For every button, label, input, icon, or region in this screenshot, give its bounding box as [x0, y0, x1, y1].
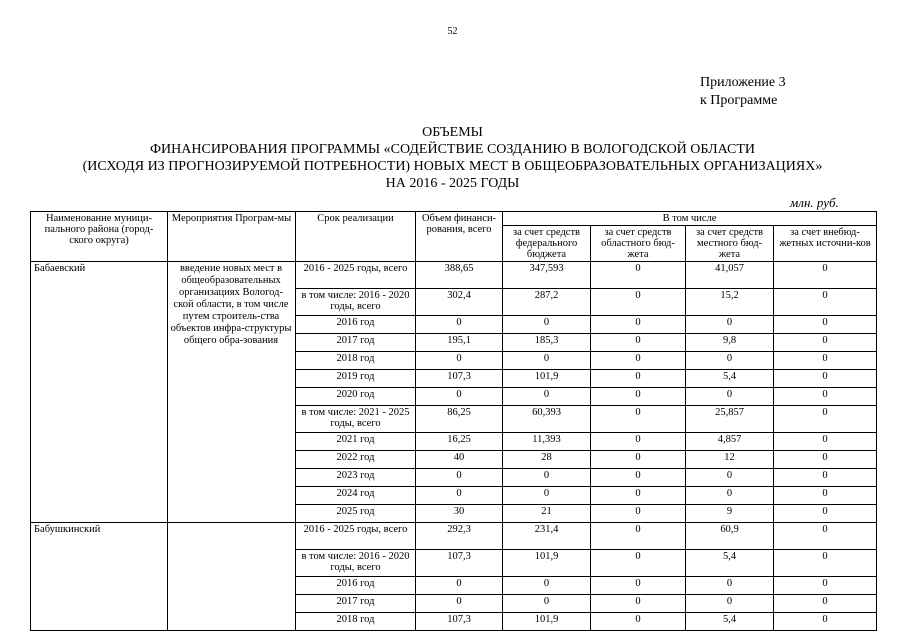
- extra-cell: 0: [774, 433, 877, 451]
- regional-cell: 0: [591, 406, 686, 433]
- district-name: Бабушкинский: [31, 523, 168, 550]
- district-name: Бабаевский: [31, 262, 168, 289]
- federal-cell: 101,9: [503, 613, 591, 631]
- local-cell: 0: [686, 388, 774, 406]
- header-extra: за счет внебюд-жетных источни-ков: [774, 226, 877, 262]
- units-label: млн. руб.: [790, 195, 839, 210]
- regional-cell: 0: [591, 550, 686, 577]
- volume-cell: 107,3: [416, 613, 503, 631]
- period-cell: 2019 год: [296, 370, 416, 388]
- period-cell: 2024 год: [296, 487, 416, 505]
- table-row: [31, 487, 877, 505]
- header-regional: за счет средств областного бюд-жета: [591, 226, 686, 262]
- district-cell: [31, 577, 168, 595]
- table-row: [31, 262, 877, 289]
- table-row: [31, 523, 877, 550]
- period-cell: 2016 - 2025 годы, всего: [296, 262, 416, 289]
- period-cell: 2020 год: [296, 388, 416, 406]
- extra-cell: 0: [774, 613, 877, 631]
- federal-cell: 287,2: [503, 289, 591, 316]
- local-cell: 0: [686, 316, 774, 334]
- regional-cell: 0: [591, 370, 686, 388]
- period-cell: 2018 год: [296, 352, 416, 370]
- period-cell: 2023 год: [296, 469, 416, 487]
- table-row: [31, 613, 877, 631]
- local-cell: 60,9: [686, 523, 774, 550]
- volume-cell: 0: [416, 352, 503, 370]
- regional-cell: 0: [591, 352, 686, 370]
- district-cell: [31, 352, 168, 370]
- financing-table: [30, 211, 877, 631]
- measure-cell: [168, 577, 296, 595]
- federal-cell: 21: [503, 505, 591, 523]
- federal-cell: 101,9: [503, 370, 591, 388]
- local-cell: 25,857: [686, 406, 774, 433]
- appendix-note: [700, 74, 786, 110]
- district-cell: [31, 613, 168, 631]
- period-cell: 2016 год: [296, 577, 416, 595]
- table-row: [31, 388, 877, 406]
- extra-cell: 0: [774, 388, 877, 406]
- table-body: [31, 262, 877, 631]
- district-cell: [31, 433, 168, 451]
- extra-cell: 0: [774, 550, 877, 577]
- federal-cell: 60,393: [503, 406, 591, 433]
- district-cell: [31, 406, 168, 433]
- federal-cell: 347,593: [503, 262, 591, 289]
- volume-cell: 0: [416, 487, 503, 505]
- table-row: [31, 595, 877, 613]
- volume-cell: 86,25: [416, 406, 503, 433]
- district-cell: [31, 505, 168, 523]
- local-cell: 0: [686, 577, 774, 595]
- local-cell: 15,2: [686, 289, 774, 316]
- extra-cell: 0: [774, 406, 877, 433]
- local-cell: 0: [686, 352, 774, 370]
- measure-description: [168, 262, 296, 346]
- table-row: [31, 505, 877, 523]
- title-line-1: ОБЪЕМЫ: [422, 125, 483, 140]
- federal-cell: 101,9: [503, 550, 591, 577]
- local-cell: 5,4: [686, 370, 774, 388]
- local-cell: 5,4: [686, 613, 774, 631]
- federal-cell: 0: [503, 595, 591, 613]
- district-cell: [31, 334, 168, 352]
- measure-cell: [168, 451, 296, 469]
- extra-cell: 0: [774, 487, 877, 505]
- table-row: [31, 451, 877, 469]
- district-cell: [31, 388, 168, 406]
- period-cell: в том числе: 2021 - 2025 годы, всего: [296, 406, 416, 433]
- extra-cell: 0: [774, 595, 877, 613]
- regional-cell: 0: [591, 487, 686, 505]
- document-title: [0, 124, 905, 192]
- regional-cell: 0: [591, 388, 686, 406]
- measure-cell: [168, 487, 296, 505]
- district-cell: [31, 370, 168, 388]
- appendix-line-1: Приложение 3: [700, 75, 786, 90]
- period-cell: 2021 год: [296, 433, 416, 451]
- regional-cell: 0: [591, 316, 686, 334]
- table-row: [31, 370, 877, 388]
- volume-cell: 0: [416, 577, 503, 595]
- volume-cell: 195,1: [416, 334, 503, 352]
- volume-cell: 302,4: [416, 289, 503, 316]
- extra-cell: 0: [774, 316, 877, 334]
- table-row: [31, 550, 877, 577]
- period-cell: в том числе: 2016 - 2020 годы, всего: [296, 289, 416, 316]
- measure-cell: [168, 613, 296, 631]
- extra-cell: 0: [774, 451, 877, 469]
- measure-cell: [168, 370, 296, 388]
- period-cell: 2018 год: [296, 613, 416, 631]
- district-cell: [31, 595, 168, 613]
- table-row: [31, 469, 877, 487]
- local-cell: 0: [686, 469, 774, 487]
- volume-cell: 0: [416, 316, 503, 334]
- regional-cell: 0: [591, 577, 686, 595]
- federal-cell: 231,4: [503, 523, 591, 550]
- period-cell: 2016 - 2025 годы, всего: [296, 523, 416, 550]
- header-volume: Объем финанси-рования, всего: [416, 212, 503, 262]
- volume-cell: 107,3: [416, 550, 503, 577]
- measure-cell: [168, 595, 296, 613]
- header-federal: за счет средств федерального бюджета: [503, 226, 591, 262]
- regional-cell: 0: [591, 523, 686, 550]
- local-cell: 0: [686, 487, 774, 505]
- district-cell: [31, 451, 168, 469]
- volume-cell: 0: [416, 595, 503, 613]
- district-cell: [31, 469, 168, 487]
- extra-cell: 0: [774, 469, 877, 487]
- volume-cell: 0: [416, 469, 503, 487]
- regional-cell: 0: [591, 334, 686, 352]
- volume-cell: 292,3: [416, 523, 503, 550]
- extra-cell: 0: [774, 577, 877, 595]
- federal-cell: 0: [503, 469, 591, 487]
- header-local: за счет средств местного бюд-жета: [686, 226, 774, 262]
- regional-cell: 0: [591, 262, 686, 289]
- regional-cell: 0: [591, 289, 686, 316]
- district-cell: [31, 289, 168, 316]
- volume-cell: 0: [416, 388, 503, 406]
- district-cell: [31, 487, 168, 505]
- page-number: 52: [447, 26, 458, 37]
- regional-cell: 0: [591, 469, 686, 487]
- federal-cell: 0: [503, 352, 591, 370]
- header-period: Срок реализации: [296, 212, 416, 262]
- table-row: [31, 334, 877, 352]
- volume-cell: 30: [416, 505, 503, 523]
- title-line-3: (ИСХОДЯ ИЗ ПРОГНОЗИРУЕМОЙ ПОТРЕБНОСТИ) НОВЫХ МЕСТ В ОБЩЕОБРАЗОВАТЕЛЬНЫХ ОРГАНИЗАЦИЯХ»: [82, 159, 823, 174]
- measure-cell: [168, 469, 296, 487]
- measure-cell: [168, 550, 296, 577]
- measure-text: введение новых мест в общеобразовательных организациях Вологод-ской области, в том числе путем строитель-ства объектов инфра-структуры общего обра-зования: [170, 263, 292, 346]
- table-row: [31, 316, 877, 334]
- header-measures: Мероприятия Програм-мы: [168, 212, 296, 262]
- volume-cell: 16,25: [416, 433, 503, 451]
- table-row: [31, 289, 877, 316]
- table-row: [31, 433, 877, 451]
- measure-cell: [168, 352, 296, 370]
- measure-cell: [168, 388, 296, 406]
- local-cell: 41,057: [686, 262, 774, 289]
- district-cell: [31, 550, 168, 577]
- extra-cell: 0: [774, 505, 877, 523]
- federal-cell: 0: [503, 487, 591, 505]
- local-cell: 9: [686, 505, 774, 523]
- district-cell: [31, 316, 168, 334]
- local-cell: 4,857: [686, 433, 774, 451]
- federal-cell: 28: [503, 451, 591, 469]
- volume-cell: 388,65: [416, 262, 503, 289]
- volume-cell: 40: [416, 451, 503, 469]
- measure-description: [168, 523, 296, 550]
- federal-cell: 0: [503, 388, 591, 406]
- table-row: [31, 406, 877, 433]
- regional-cell: 0: [591, 451, 686, 469]
- period-cell: 2022 год: [296, 451, 416, 469]
- extra-cell: 0: [774, 352, 877, 370]
- regional-cell: 0: [591, 505, 686, 523]
- regional-cell: 0: [591, 595, 686, 613]
- title-line-4: НА 2016 - 2025 ГОДЫ: [385, 176, 520, 191]
- local-cell: 5,4: [686, 550, 774, 577]
- local-cell: 9,8: [686, 334, 774, 352]
- extra-cell: 0: [774, 289, 877, 316]
- regional-cell: 0: [591, 433, 686, 451]
- period-cell: 2025 год: [296, 505, 416, 523]
- extra-cell: 0: [774, 262, 877, 289]
- header-including: В том числе: [503, 212, 877, 226]
- appendix-line-2: к Программе: [700, 93, 778, 108]
- header-district: Наименование муници-пального района (город-ского округа): [31, 212, 168, 262]
- regional-cell: 0: [591, 613, 686, 631]
- measure-cell: [168, 406, 296, 433]
- federal-cell: 0: [503, 316, 591, 334]
- extra-cell: 0: [774, 334, 877, 352]
- table-row: [31, 352, 877, 370]
- volume-cell: 107,3: [416, 370, 503, 388]
- table-row: [31, 577, 877, 595]
- period-cell: 2017 год: [296, 595, 416, 613]
- extra-cell: 0: [774, 523, 877, 550]
- period-cell: 2016 год: [296, 316, 416, 334]
- federal-cell: 185,3: [503, 334, 591, 352]
- local-cell: 0: [686, 595, 774, 613]
- measure-cell: [168, 505, 296, 523]
- period-cell: 2017 год: [296, 334, 416, 352]
- local-cell: 12: [686, 451, 774, 469]
- federal-cell: 11,393: [503, 433, 591, 451]
- extra-cell: 0: [774, 370, 877, 388]
- period-cell: в том числе: 2016 - 2020 годы, всего: [296, 550, 416, 577]
- title-line-2: ФИНАНСИРОВАНИЯ ПРОГРАММЫ «СОДЕЙСТВИЕ СОЗДАНИЮ В ВОЛОГОДСКОЙ ОБЛАСТИ: [149, 142, 755, 157]
- federal-cell: 0: [503, 577, 591, 595]
- measure-cell: [168, 433, 296, 451]
